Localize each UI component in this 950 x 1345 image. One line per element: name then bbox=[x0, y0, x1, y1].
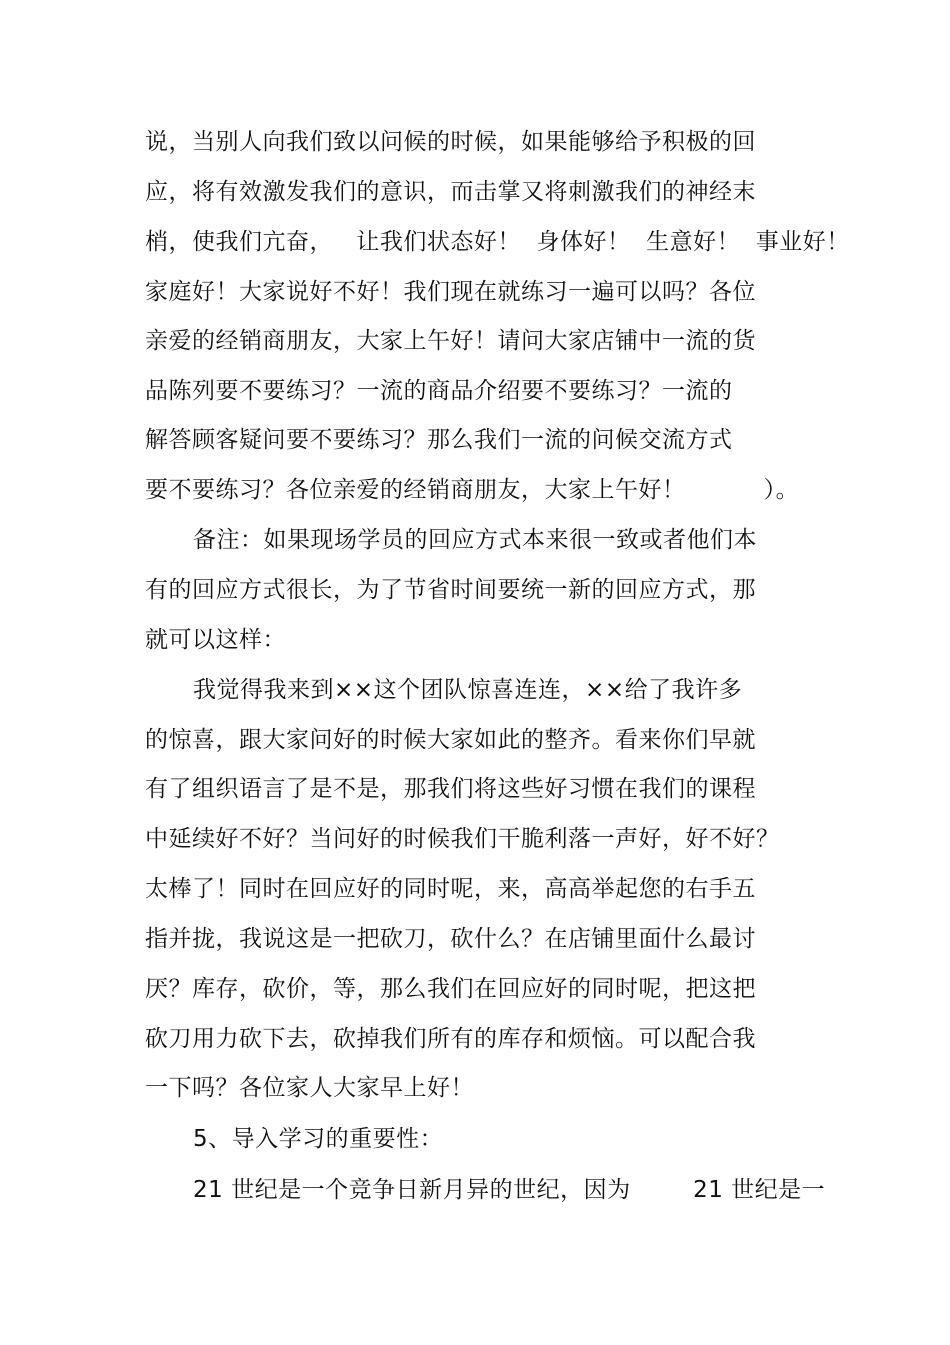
paragraph-line: 有了组织语言了是不是，那我们将这些好习惯在我们的课程 bbox=[145, 776, 756, 802]
paragraph-line: 有的回应方式很长，为了节省时间要统一新的回应方式，那 bbox=[145, 577, 756, 603]
paragraph-line: 我觉得我来到××这个团队惊喜连连，××给了我许多 bbox=[193, 677, 743, 703]
paragraph-line: 说，当别人向我们致以问候的时候，如果能够给予积极的回 bbox=[145, 129, 756, 155]
paragraph-line: 品陈列要不要练习？一流的商品介绍要不要练习？一流的 bbox=[145, 378, 733, 404]
paragraph-line: 指并拢，我说这是一把砍刀，砍什么？在店铺里面什么最讨 bbox=[145, 926, 756, 952]
paragraph-line: 要不要练习？各位亲爱的经销商朋友，大家上午好！ ）。 bbox=[145, 477, 800, 503]
paragraph-line: 备注：如果现场学员的回应方式本来很一致或者他们本 bbox=[193, 527, 757, 553]
paragraph-line: 应，将有效激发我们的意识，而击掌又将刺激我们的神经末 bbox=[145, 179, 756, 205]
paragraph-line: 厌？库存，砍价，等，那么我们在回应好的同时呢，把这把 bbox=[145, 976, 756, 1002]
paragraph-line: 太棒了！同时在回应好的同时呢，来，高高举起您的右手五 bbox=[145, 876, 756, 902]
paragraph-line: 亲爱的经销商朋友，大家上午好！请问大家店铺中一流的货 bbox=[145, 328, 756, 354]
paragraph-line: 中延续好不好？当问好的时候我们干脆利落一声好，好不好？ bbox=[145, 826, 780, 852]
paragraph-line: 就可以这样： bbox=[145, 627, 286, 653]
paragraph-line: 一下吗？各位家人大家早上好！ bbox=[145, 1075, 474, 1101]
section-heading: 5、导入学习的重要性： bbox=[193, 1126, 444, 1152]
paragraph-line: 家庭好！大家说好不好！我们现在就练习一遍可以吗？各位 bbox=[145, 279, 756, 305]
paragraph-line: 的惊喜，跟大家问好的时候大家如此的整齐。看来你们早就 bbox=[145, 727, 756, 753]
paragraph-line: 21 世纪是一个竞争日新月异的世纪，因为 21 世纪是一 bbox=[193, 1177, 826, 1203]
paragraph-line: 解答顾客疑问要不要练习？那么我们一流的问候交流方式 bbox=[145, 427, 733, 453]
paragraph-line: 梢，使我们亢奋， 让我们状态好！ 身体好！ 生意好！ 事业好！ bbox=[145, 229, 850, 255]
paragraph-line: 砍刀用力砍下去，砍掉我们所有的库存和烦恼。可以配合我 bbox=[145, 1026, 756, 1052]
